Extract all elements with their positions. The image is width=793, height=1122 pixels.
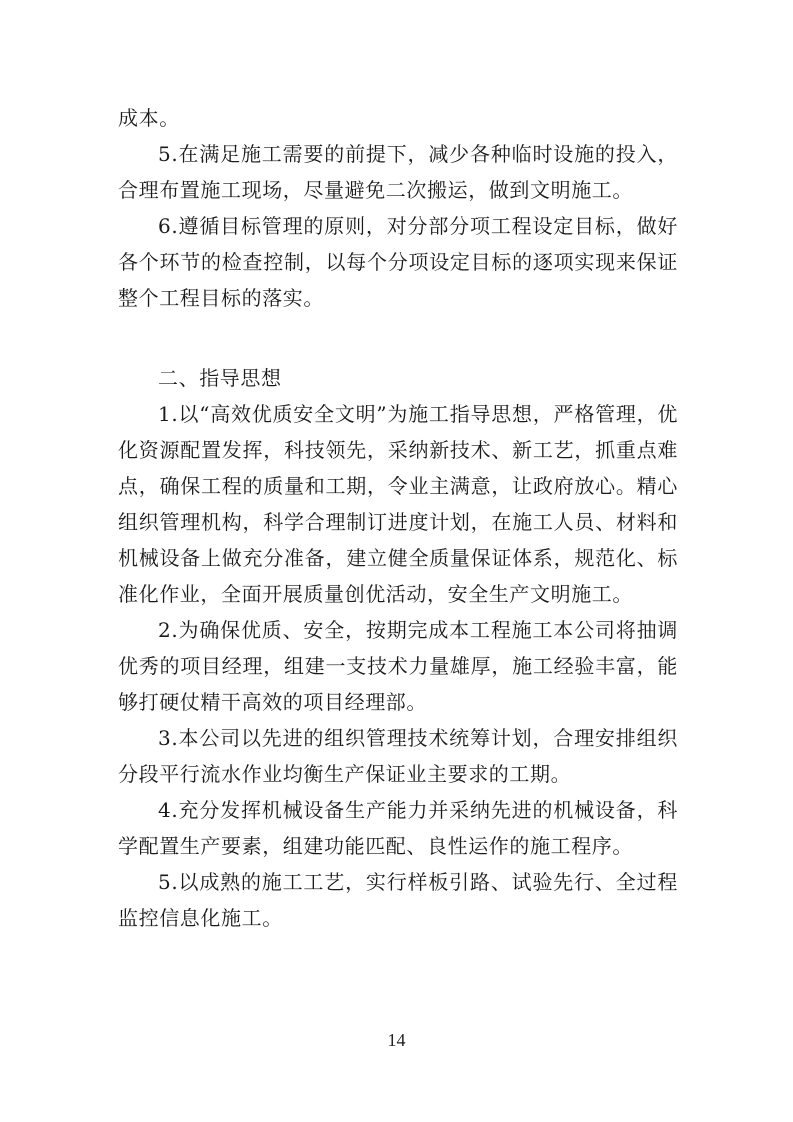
section-heading: 二、指导思想 (158, 366, 282, 390)
body-text (118, 100, 678, 936)
guideline-item-4: 4.充分发挥机械设备生产能力并采纳先进的机械设备，科学配置生产要素，组建功能匹配、良性运作的施工程序。 (118, 798, 678, 858)
guideline-item-1: 1.以“高效优质安全文明”为施工指导思想，严格管理，优化资源配置发挥，科技领先，采纳新技术、新工艺，抓重点难点，确保工程的质量和工期，令业主满意，让政府放心。精心组织管理机构，科学合理制订进度计划，在施工人员、材料和机械设备上做充分准备，建立健全质量保证体系，规范化、标准化作业，全面开展质量创优活动，安全生产文明施工。 (118, 402, 678, 606)
guideline-item-3: 3.本公司以先进的组织管理技术统筹计划，合理安排组织分段平行流水作业均衡生产保证业主要求的工期。 (118, 726, 678, 786)
page-number: 14 (387, 1030, 406, 1050)
paragraph-item-6: 6.遵循目标管理的原则，对分部分项工程设定目标，做好各个环节的检查控制，以每个分项设定目标的逐项实现来保证整个工程目标的落实。 (118, 214, 678, 310)
paragraph-item-5: 5.在满足施工需要的前提下，减少各种临时设施的投入，合理布置施工现场，尽量避免二次搬运，做到文明施工。 (118, 142, 678, 202)
guideline-item-5: 5.以成熟的施工工艺，实行样板引路、试验先行、全过程监控信息化施工。 (118, 870, 678, 930)
paragraph-continuation: 成本。 (118, 106, 180, 130)
guideline-item-2: 2.为确保优质、安全，按期完成本工程施工本公司将抽调优秀的项目经理，组建一支技术力量雄厚，施工经验丰富，能够打硬仗精干高效的项目经理部。 (118, 618, 678, 714)
